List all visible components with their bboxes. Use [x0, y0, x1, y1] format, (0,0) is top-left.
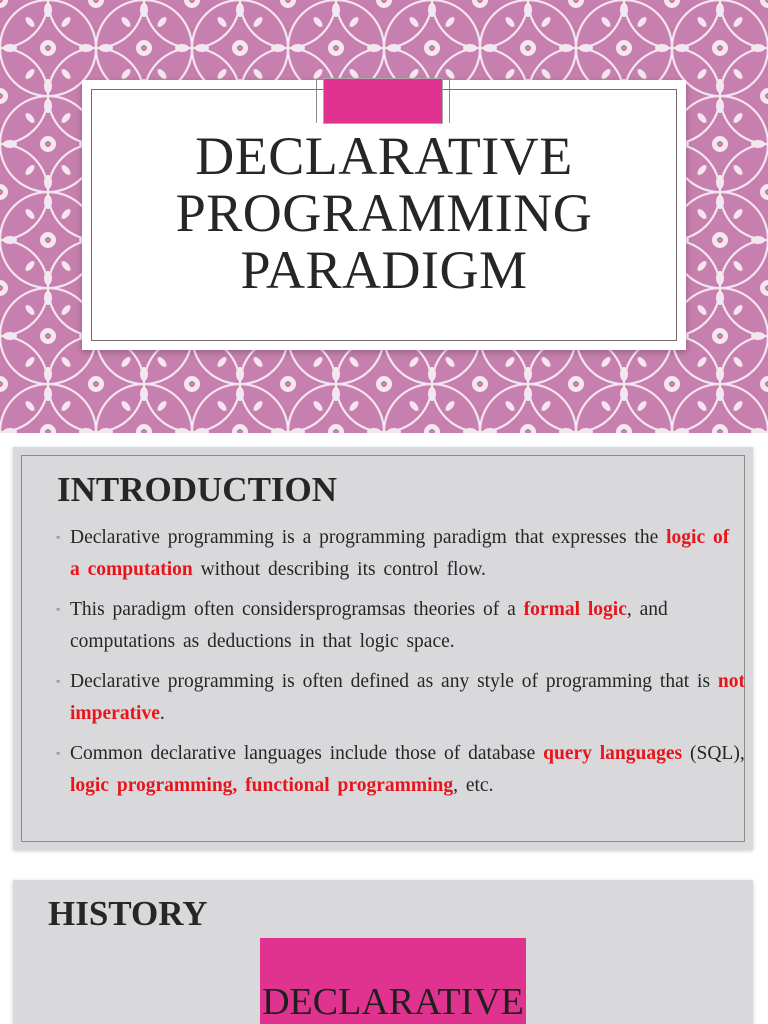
- history-heading: HISTORY: [48, 894, 208, 933]
- bullet-item: [56, 594, 746, 658]
- history-card-text: DECLARATIVE: [262, 981, 524, 1023]
- title-box: [82, 80, 686, 350]
- pink-accent-tab: [323, 78, 443, 124]
- bullet-highlight: logic of a computation: [70, 527, 730, 580]
- bullet-highlight: query languages: [543, 743, 683, 764]
- bullet-segment: , and computations as deductions in that logic space.: [70, 599, 668, 652]
- bullet-item: [56, 666, 746, 730]
- introduction-heading: INTRODUCTION: [57, 470, 338, 509]
- history-slide: [13, 880, 753, 1024]
- bullet-marker: ◦: [56, 674, 61, 688]
- introduction-bullet-list: [56, 522, 746, 810]
- bullet-marker: ◦: [56, 602, 61, 616]
- bullet-segment: .: [159, 703, 165, 724]
- bullet-segment: This paradigm often considersprogramsas theories of a: [70, 599, 524, 620]
- title-line-2: PROGRAMMING: [175, 183, 593, 243]
- introduction-slide: [13, 447, 753, 850]
- bullet-text: [70, 527, 729, 580]
- bullet-segment: without describing its control flow.: [192, 559, 486, 580]
- bullet-text: [70, 599, 668, 652]
- bullet-highlight: logic programming, functional programming: [70, 775, 454, 796]
- bullet-segment: Declarative programming is often defined as any style of programming that is: [70, 671, 718, 692]
- bullet-text: [70, 743, 745, 796]
- bullet-segment: Common declarative languages include those of database: [70, 743, 544, 764]
- bullet-segment: Declarative programming is a programming paradigm that expresses the: [70, 527, 667, 548]
- bullet-text: [70, 671, 745, 724]
- presentation-title: [82, 128, 686, 299]
- bullet-item: [56, 738, 746, 802]
- bullet-item: [56, 522, 746, 586]
- bullet-highlight: formal logic: [523, 599, 627, 620]
- bullet-segment: (SQL),: [682, 743, 745, 764]
- title-line-3: PARADIGM: [240, 240, 528, 300]
- history-pink-card: [260, 938, 526, 1024]
- bullet-marker: ◦: [56, 746, 61, 760]
- title-line-1: DECLARATIVE: [195, 126, 573, 186]
- bullet-segment: , etc.: [453, 775, 494, 796]
- bullet-marker: ◦: [56, 530, 61, 544]
- bullet-highlight: not imperative: [70, 671, 746, 724]
- introduction-slide-frame: [21, 455, 745, 842]
- title-slide: [0, 0, 768, 433]
